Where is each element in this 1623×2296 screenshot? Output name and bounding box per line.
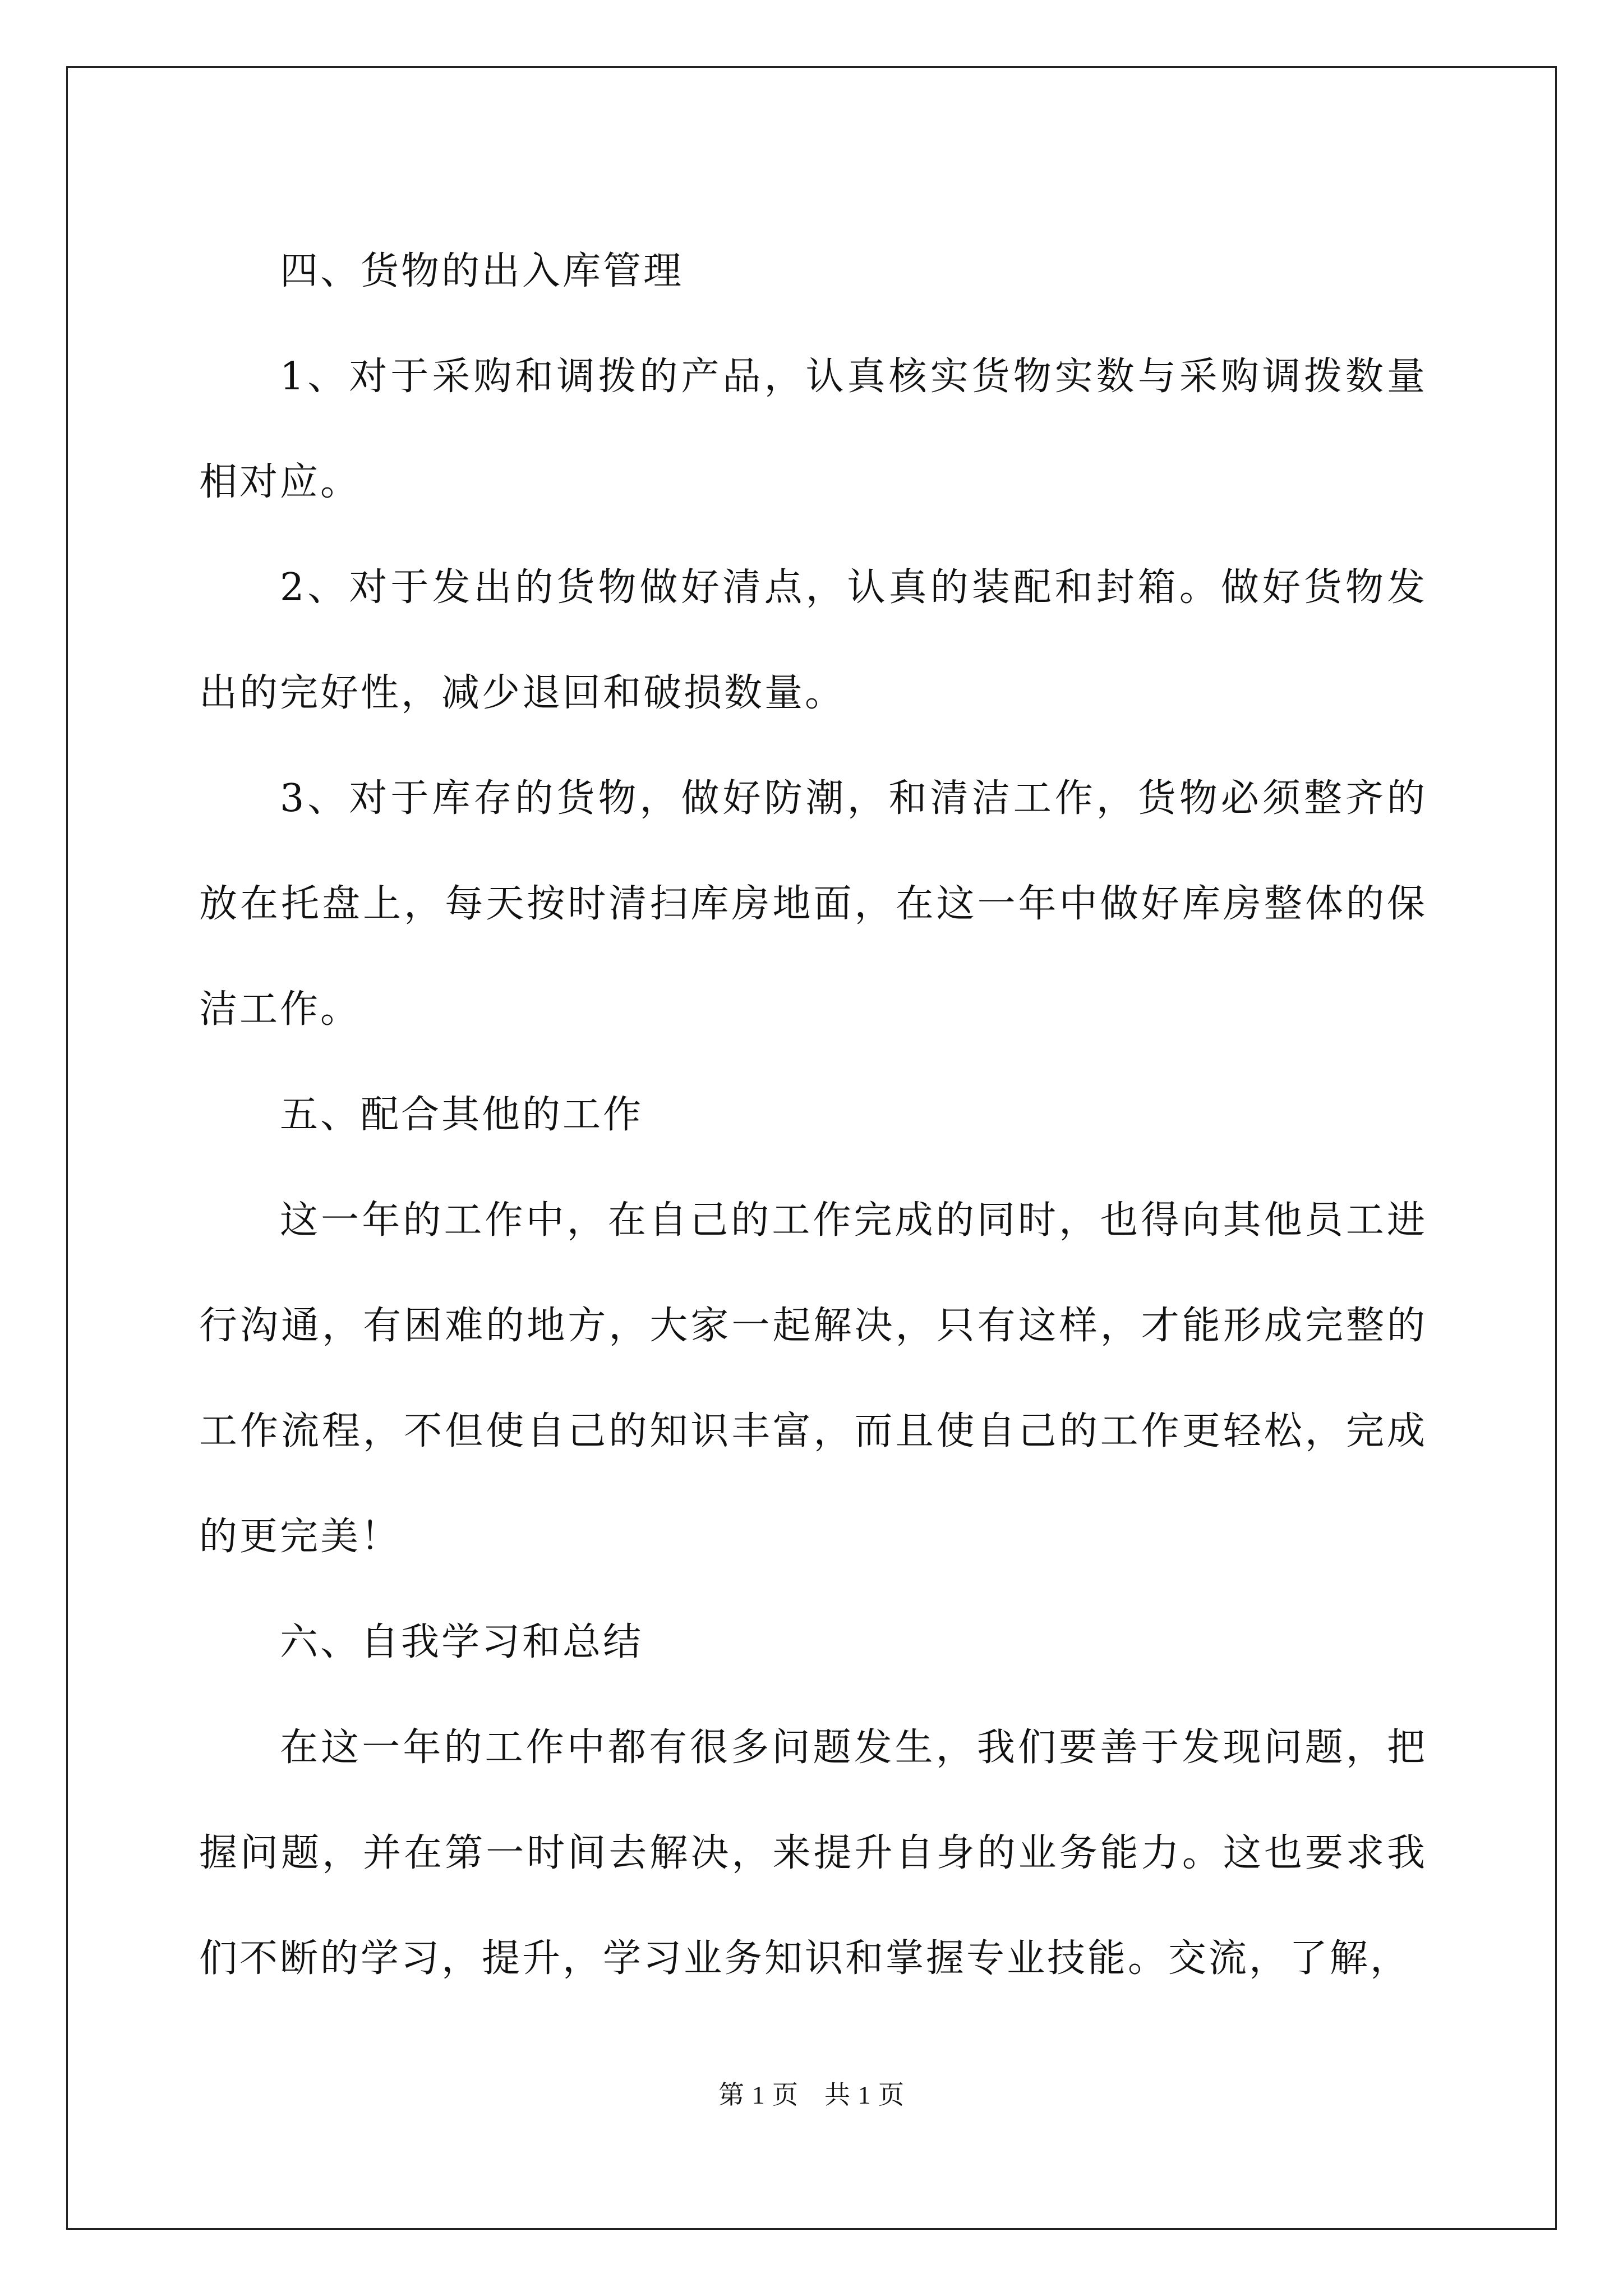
paragraph-item-1: 1、对于采购和调拨的产品，认真核实货物实数与采购调拨数量相对应。 [199,355,1427,504]
paragraph-self-study: 在这一年的工作中都有很多问题发生，我们要善于发现问题，把握问题，并在第一时间去解决，来提升自身的业务能力。这也要求我们不断的学习，提升，学习业务知识和掌握专业技能。交流，了解， [199,1726,1427,1981]
paragraph-item-3: 3、对于库存的货物，做好防潮，和清洁工作，货物必须整齐的放在托盘上，每天按时清扫库房地面，在这一年中做好库房整体的保洁工作。 [199,776,1427,1032]
section-heading-4: 四、货物的出入库管理 [280,249,684,293]
section-heading-6: 六、自我学习和总结 [280,1620,644,1664]
page-number: 第 1 页 [718,2081,799,2109]
page-footer [0,2078,1623,2112]
page-total: 共 1 页 [824,2081,905,2109]
document-body [199,219,1427,2012]
paragraph-cooperation: 这一年的工作中，在自己的工作完成的同时，也得向其他员工进行沟通，有困难的地方，大家一起解决，只有这样，才能形成完整的工作流程，不但使自己的知识丰富，而且使自己的工作更轻松，完成的更完美！ [199,1198,1427,1559]
section-heading-5: 五、配合其他的工作 [280,1093,644,1137]
paragraph-item-2: 2、对于发出的货物做好清点，认真的装配和封箱。做好货物发出的完好性，减少退回和破损数量。 [199,565,1427,715]
